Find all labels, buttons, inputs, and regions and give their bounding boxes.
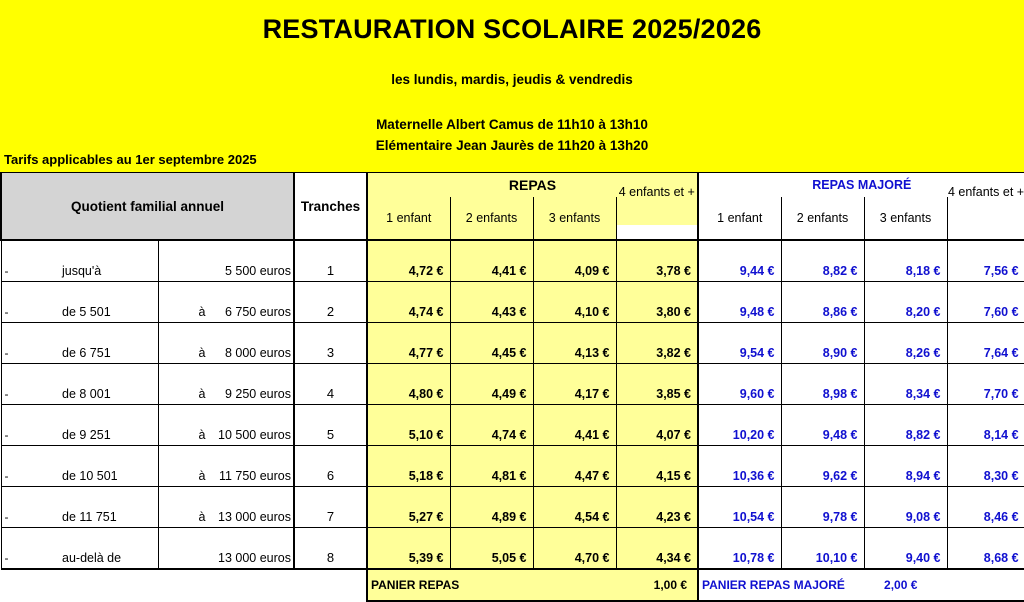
range-label: de 9 251 xyxy=(24,405,158,446)
repas-price: 4,47 € xyxy=(533,446,616,487)
repas-header: REPAS xyxy=(367,173,698,198)
row-dash: - xyxy=(1,528,24,570)
repas-price: 4,74 € xyxy=(450,405,533,446)
tranche-number: 2 xyxy=(294,282,367,323)
panier-row xyxy=(1,569,1024,601)
range-value: à 10 500 euros xyxy=(158,405,294,446)
repas-price: 4,34 € xyxy=(616,528,698,570)
majore-price: 7,60 € xyxy=(947,282,1024,323)
repas-price: 4,77 € xyxy=(367,323,450,364)
repas-price: 4,72 € xyxy=(367,240,450,282)
majore-price: 8,34 € xyxy=(864,364,947,405)
row-dash: - xyxy=(1,446,24,487)
range-label: de 5 501 xyxy=(24,282,158,323)
repas-price: 4,74 € xyxy=(367,282,450,323)
range-value: à 8 000 euros xyxy=(158,323,294,364)
table-row xyxy=(1,282,1024,323)
tranche-number: 5 xyxy=(294,405,367,446)
majore-price: 9,08 € xyxy=(864,487,947,528)
repas-price: 4,49 € xyxy=(450,364,533,405)
range-value: à 6 750 euros xyxy=(158,282,294,323)
row-dash: - xyxy=(1,282,24,323)
majore-price: 10,54 € xyxy=(698,487,781,528)
majore-price: 9,40 € xyxy=(864,528,947,570)
tariff-table xyxy=(0,172,1024,602)
majore-price: 8,90 € xyxy=(781,323,864,364)
majore-price: 8,30 € xyxy=(947,446,1024,487)
range-label: au-delà de xyxy=(24,528,158,570)
row-dash: - xyxy=(1,364,24,405)
repas-col-3: 3 enfants xyxy=(533,197,616,240)
majore-price: 9,62 € xyxy=(781,446,864,487)
majore-col-4: 4 enfants et + xyxy=(947,183,1024,226)
majore-price: 9,54 € xyxy=(698,323,781,364)
repas-price: 4,13 € xyxy=(533,323,616,364)
quotient-header: Quotient familial annuel xyxy=(1,173,294,241)
table-row xyxy=(1,364,1024,405)
tranche-number: 8 xyxy=(294,528,367,570)
repas-price: 4,70 € xyxy=(533,528,616,570)
tranche-number: 1 xyxy=(294,240,367,282)
majore-price: 10,36 € xyxy=(698,446,781,487)
repas-price: 4,45 € xyxy=(450,323,533,364)
repas-price: 5,10 € xyxy=(367,405,450,446)
majore-price: 9,44 € xyxy=(698,240,781,282)
repas-price: 3,82 € xyxy=(616,323,698,364)
majore-price: 9,48 € xyxy=(698,282,781,323)
table-row xyxy=(1,240,1024,282)
table-row xyxy=(1,405,1024,446)
table-row xyxy=(1,446,1024,487)
majore-price: 8,94 € xyxy=(864,446,947,487)
majore-price: 8,14 € xyxy=(947,405,1024,446)
page-title: RESTAURATION SCOLAIRE 2025/2026 xyxy=(262,14,762,44)
repas-price: 4,89 € xyxy=(450,487,533,528)
range-label: de 6 751 xyxy=(24,323,158,364)
majore-price: 9,78 € xyxy=(781,487,864,528)
majore-col-1: 1 enfant xyxy=(698,197,781,240)
range-label: jusqu'à xyxy=(24,240,158,282)
majore-price: 10,10 € xyxy=(781,528,864,570)
days-text: les lundis, mardis, jeudis & vendredis xyxy=(391,72,633,87)
range-value: à 13 000 euros xyxy=(158,487,294,528)
repas-price: 4,15 € xyxy=(616,446,698,487)
majore-price: 8,98 € xyxy=(781,364,864,405)
repas-price: 3,85 € xyxy=(616,364,698,405)
repas-price: 4,10 € xyxy=(533,282,616,323)
repas-price: 3,80 € xyxy=(616,282,698,323)
table-row xyxy=(1,323,1024,364)
range-label: de 10 501 xyxy=(24,446,158,487)
majore-price: 7,70 € xyxy=(947,364,1024,405)
repas-price: 5,27 € xyxy=(367,487,450,528)
tranche-number: 6 xyxy=(294,446,367,487)
majore-col-2: 2 enfants xyxy=(781,197,864,240)
repas-price: 5,39 € xyxy=(367,528,450,570)
repas-price: 4,80 € xyxy=(367,364,450,405)
repas-price: 4,07 € xyxy=(616,405,698,446)
range-label: de 8 001 xyxy=(24,364,158,405)
majore-price: 8,86 € xyxy=(781,282,864,323)
range-value: à 11 750 euros xyxy=(158,446,294,487)
panier-label: PANIER REPAS xyxy=(367,569,533,601)
panier-value: 1,00 € xyxy=(533,569,698,601)
repas-price: 4,41 € xyxy=(450,240,533,282)
repas-price: 4,41 € xyxy=(533,405,616,446)
panier-majore-value: 2,00 € xyxy=(864,569,1024,601)
school-elementaire: Elémentaire Jean Jaurès de 11h20 à 13h20 xyxy=(375,138,649,153)
footer-spacer xyxy=(1,569,367,601)
range-value: 5 500 euros xyxy=(158,240,294,282)
range-value: 13 000 euros xyxy=(158,528,294,570)
table-row xyxy=(1,487,1024,528)
row-dash: - xyxy=(1,240,24,282)
tranche-number: 4 xyxy=(294,364,367,405)
majore-price: 7,64 € xyxy=(947,323,1024,364)
repas-col-1: 1 enfant xyxy=(367,197,450,240)
majore-price: 9,48 € xyxy=(781,405,864,446)
repas-price: 4,09 € xyxy=(533,240,616,282)
majore-price: 8,82 € xyxy=(864,405,947,446)
row-dash: - xyxy=(1,405,24,446)
majore-price: 8,82 € xyxy=(781,240,864,282)
majore-col-3: 3 enfants xyxy=(864,197,947,240)
panier-majore-label: PANIER REPAS MAJORÉ xyxy=(698,569,864,601)
tranche-number: 3 xyxy=(294,323,367,364)
majore-price: 8,46 € xyxy=(947,487,1024,528)
repas-majore-header: REPAS MAJORÉ xyxy=(698,173,1024,198)
school-maternelle: Maternelle Albert Camus de 11h10 à 13h10 xyxy=(376,117,648,132)
table-row xyxy=(1,528,1024,570)
majore-price: 7,56 € xyxy=(947,240,1024,282)
repas-col-4: 4 enfants et + xyxy=(616,183,698,226)
repas-price: 4,81 € xyxy=(450,446,533,487)
tranches-header: Tranches xyxy=(294,173,367,241)
repas-price: 5,18 € xyxy=(367,446,450,487)
majore-price: 9,60 € xyxy=(698,364,781,405)
repas-price: 4,54 € xyxy=(533,487,616,528)
majore-price: 10,20 € xyxy=(698,405,781,446)
range-label: de 11 751 xyxy=(24,487,158,528)
repas-price: 4,43 € xyxy=(450,282,533,323)
repas-price: 3,78 € xyxy=(616,240,698,282)
row-dash: - xyxy=(1,323,24,364)
repas-price: 4,23 € xyxy=(616,487,698,528)
row-dash: - xyxy=(1,487,24,528)
tranche-number: 7 xyxy=(294,487,367,528)
repas-col-2: 2 enfants xyxy=(450,197,533,240)
majore-price: 8,26 € xyxy=(864,323,947,364)
majore-price: 8,18 € xyxy=(864,240,947,282)
repas-price: 4,17 € xyxy=(533,364,616,405)
tarifs-date: Tarifs applicables au 1er septembre 2025 xyxy=(4,152,257,167)
majore-price: 10,78 € xyxy=(698,528,781,570)
majore-price: 8,68 € xyxy=(947,528,1024,570)
repas-price: 5,05 € xyxy=(450,528,533,570)
range-value: à 9 250 euros xyxy=(158,364,294,405)
majore-price: 8,20 € xyxy=(864,282,947,323)
